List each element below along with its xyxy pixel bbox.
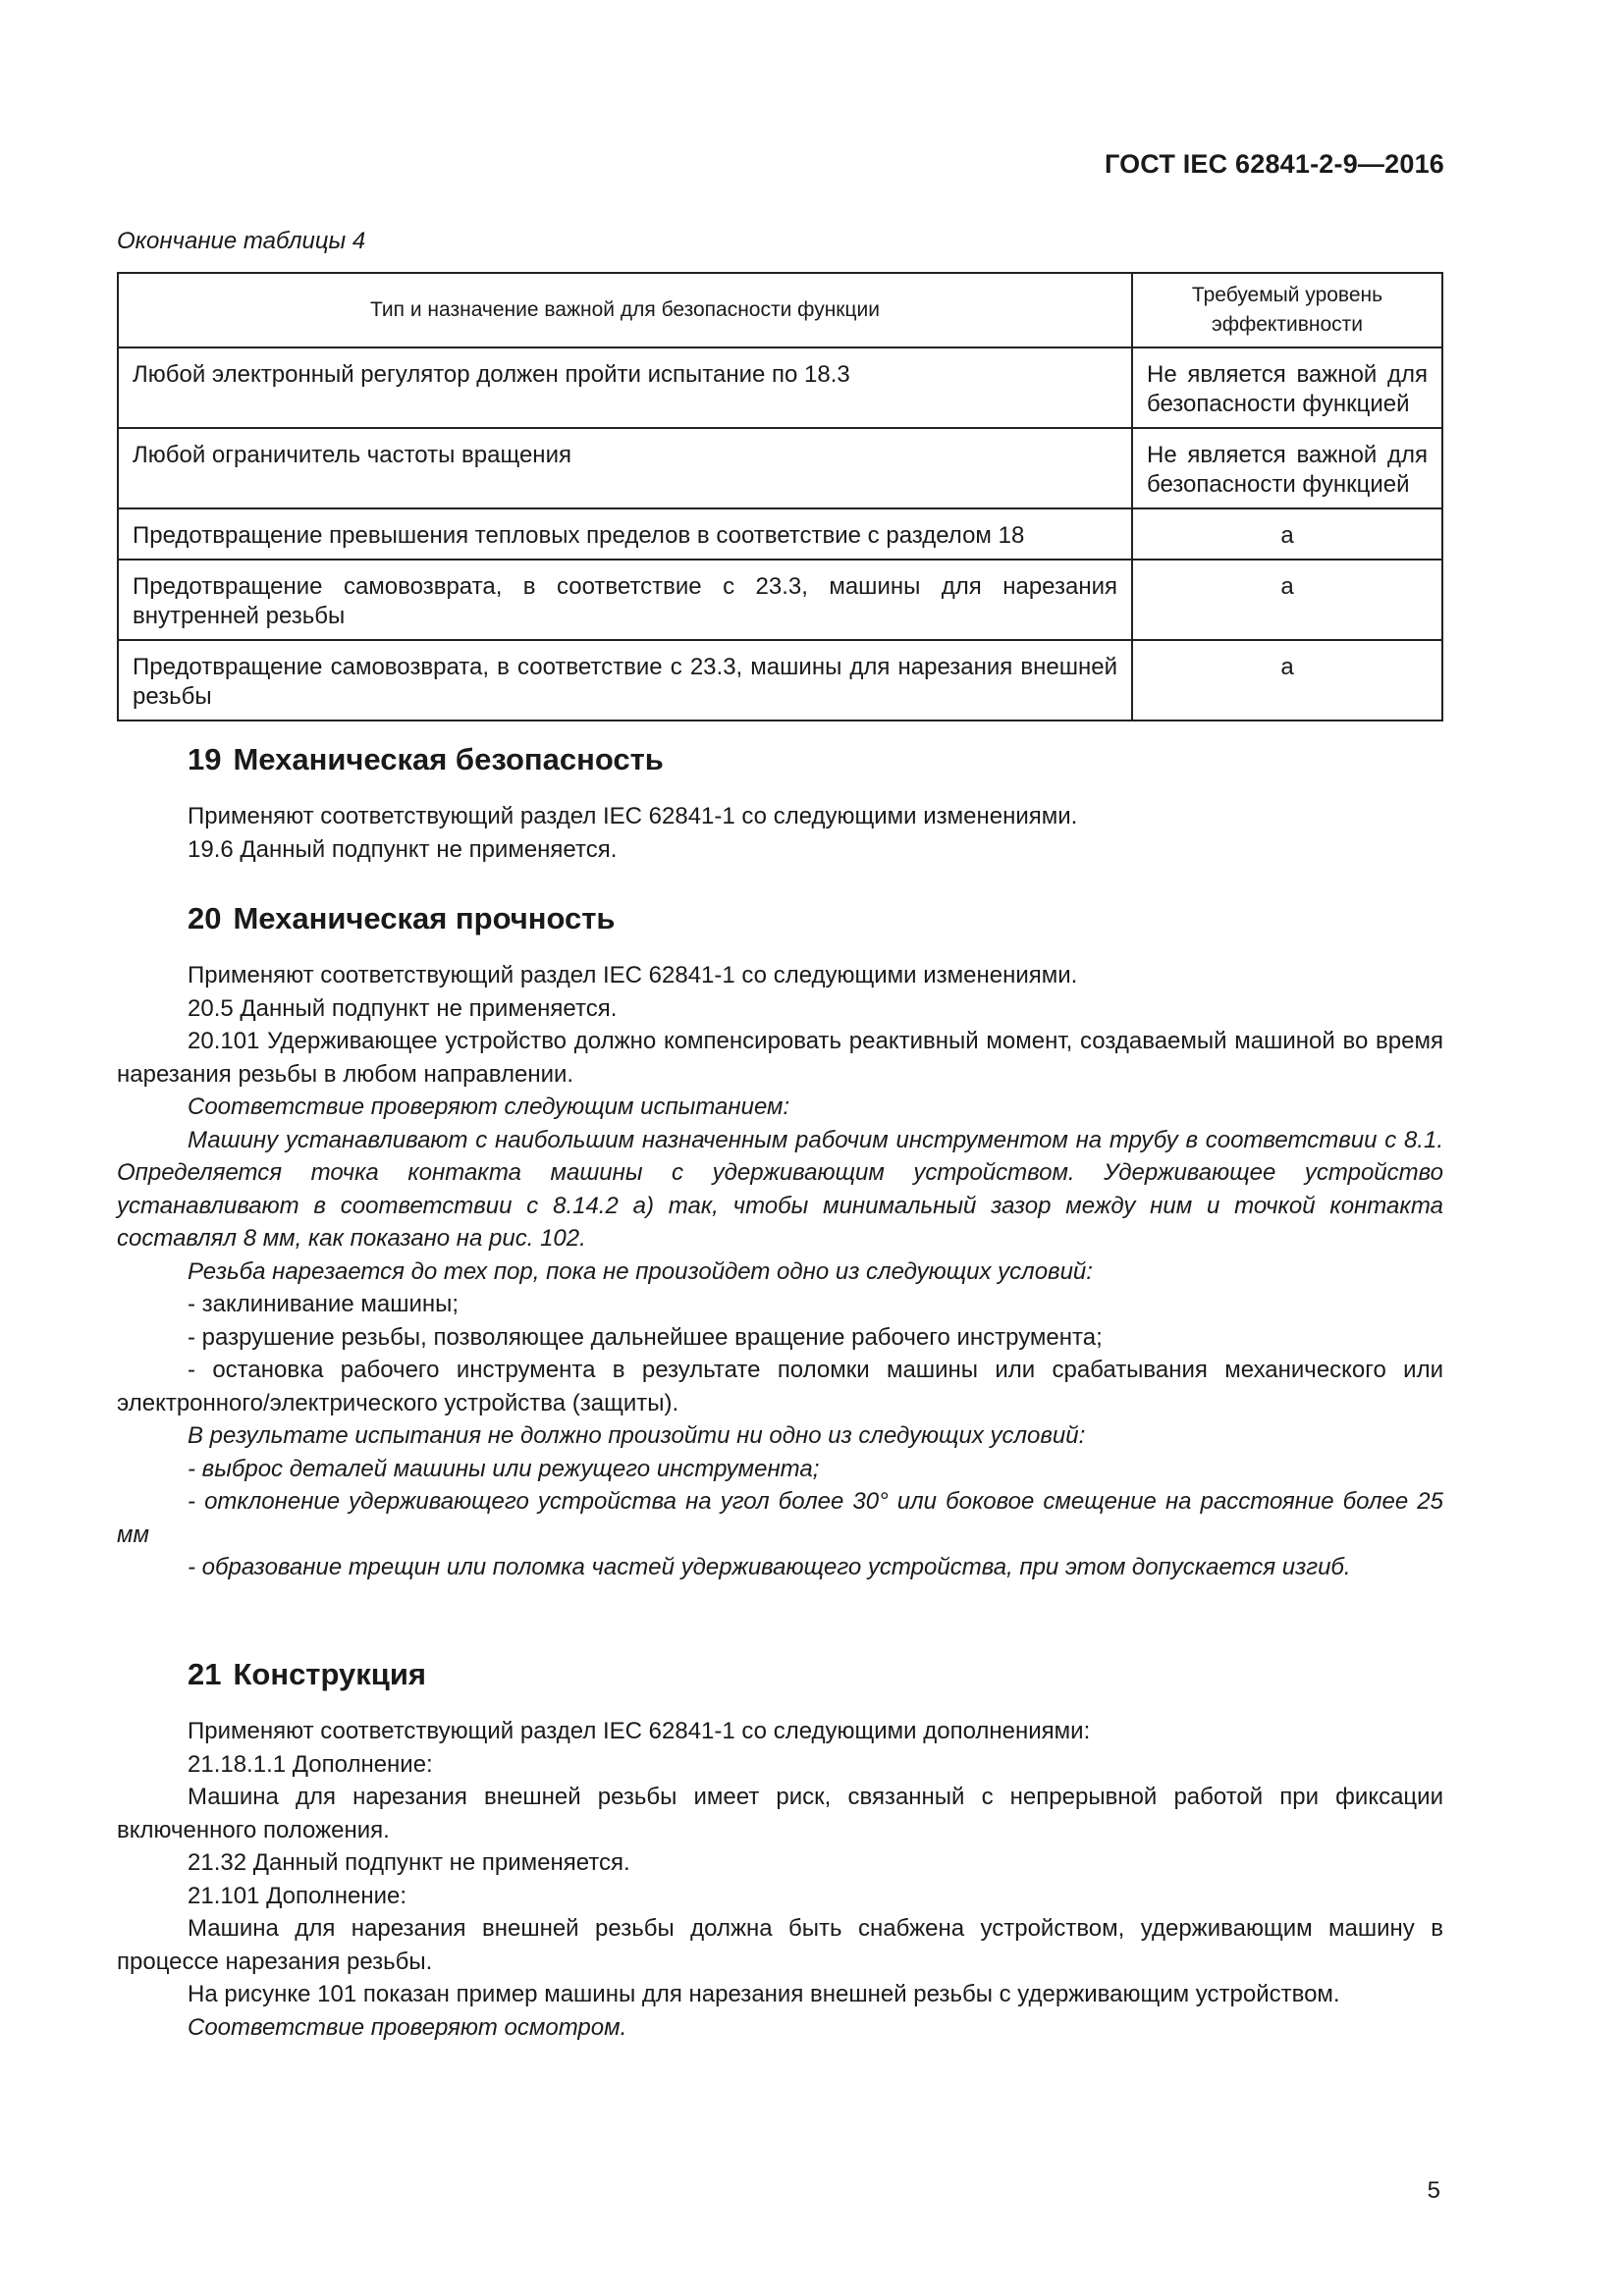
paragraph: На рисунке 101 показан пример машины для нарезания внешней резьбы с удерживающим устройством. — [188, 1981, 1340, 2007]
paragraph: 20.101 Удерживающее устройство должно компенсировать реактивный момент, создаваемый машиной во время нарезания резьбы в любом направлении. — [117, 1028, 1443, 1088]
table-cell: Не является важной для безопасности функцией — [1132, 428, 1442, 508]
table-caption: Окончание таблицы 4 — [117, 228, 366, 254]
table-cell: a — [1132, 508, 1442, 560]
document-code: ГОСТ IEC 62841-2-9—2016 — [1104, 149, 1444, 179]
table-header-function: Тип и назначение важной для безопасности функции — [118, 273, 1132, 347]
table-cell: Предотвращение самовозврата, в соответствие с 23.3, машины для нарезания внутренней резьбы — [118, 560, 1132, 640]
page-number: 5 — [1427, 2177, 1440, 2204]
paragraph: В результате испытания не должно произойти ни одно из следующих условий: — [188, 1422, 1086, 1449]
list-item: - выброс деталей машины или режущего инструмента; — [188, 1455, 820, 1482]
table-4 — [117, 272, 1443, 721]
section-title: Конструкция — [233, 1657, 426, 1691]
section-19-heading — [188, 742, 664, 777]
paragraph: 21.101 Дополнение: — [188, 1882, 407, 1909]
paragraph: 21.18.1.1 Дополнение: — [188, 1750, 433, 1778]
section-20-body — [117, 959, 1443, 1584]
table-cell: a — [1132, 560, 1442, 640]
section-title: Механическая прочность — [233, 901, 616, 935]
paragraph: Применяют соответствующий раздел IEC 62841-1 со следующими изменениями. — [188, 962, 1078, 988]
table-cell: Предотвращение превышения тепловых пределов в соответствие с разделом 18 — [118, 508, 1132, 560]
paragraph: Машину устанавливают с наибольшим назначенным рабочим инструментом на трубу в соответствии с 8.1. Определяется точка контакта машины с удерживающим устройством. Удерживающее устройство устанавливают в соответствии с 8.14.2 a) так, чтобы минимальный зазор между ним и точкой контакта составлял 8 мм, как показано на рис. 102. — [117, 1126, 1443, 1252]
list-item: - разрушение резьбы, позволяющее дальнейшее вращение рабочего инструмента; — [188, 1323, 1103, 1351]
section-number: 19 — [188, 742, 222, 776]
table-row — [118, 347, 1442, 428]
paragraph: Машина для нарезания внешней резьбы имеет риск, связанный с непрерывной работой при фиксации включенного положения. — [117, 1784, 1443, 1843]
paragraph: Применяют соответствующий раздел IEC 62841-1 со следующими изменениями. — [188, 803, 1078, 829]
list-item: - образование трещин или поломка частей удерживающего устройства, при этом допускается изгиб. — [188, 1554, 1351, 1580]
table-header-level: Требуемый уровень эффективности — [1132, 273, 1442, 347]
list-item: - отклонение удерживающего устройства на угол более 30° или боковое смещение на расстояние более 25 мм — [117, 1488, 1443, 1548]
section-21-body — [117, 1715, 1443, 2044]
paragraph: 21.32 Данный подпункт не применяется. — [188, 1849, 630, 1876]
paragraph: Применяют соответствующий раздел IEC 62841-1 со следующими дополнениями: — [188, 1718, 1091, 1744]
paragraph: 19.6 Данный подпункт не применяется. — [188, 835, 618, 863]
paragraph: 20.5 Данный подпункт не применяется. — [188, 994, 618, 1022]
list-item: - остановка рабочего инструмента в результате поломки машины или срабатывания механического или электронного/электрического устройства (защиты). — [117, 1357, 1443, 1416]
section-number: 20 — [188, 901, 222, 935]
table-row — [118, 428, 1442, 508]
table-row — [118, 560, 1442, 640]
section-19-body — [117, 800, 1443, 866]
table-cell: Не является важной для безопасности функцией — [1132, 347, 1442, 428]
section-20-heading — [188, 901, 615, 936]
paragraph: Соответствие проверяют следующим испытанием: — [188, 1094, 790, 1120]
paragraph: Резьба нарезается до тех пор, пока не произойдет одно из следующих условий: — [188, 1257, 1093, 1285]
paragraph: Соответствие проверяют осмотром. — [188, 2013, 627, 2041]
table-cell: Любой электронный регулятор должен пройти испытание по 18.3 — [118, 347, 1132, 428]
section-title: Механическая безопасность — [233, 742, 664, 776]
section-number: 21 — [188, 1657, 222, 1691]
paragraph: Машина для нарезания внешней резьбы должна быть снабжена устройством, удерживающим машину в процессе нарезания резьбы. — [117, 1915, 1443, 1975]
table-row — [118, 508, 1442, 560]
table-cell: a — [1132, 640, 1442, 721]
table-cell: Любой ограничитель частоты вращения — [118, 428, 1132, 508]
table-header-row — [118, 273, 1442, 347]
table-cell: Предотвращение самовозврата, в соответствие с 23.3, машины для нарезания внешней резьбы — [118, 640, 1132, 721]
section-21-heading — [188, 1657, 426, 1692]
list-item: - заклинивание машины; — [188, 1291, 460, 1317]
table-row — [118, 640, 1442, 721]
